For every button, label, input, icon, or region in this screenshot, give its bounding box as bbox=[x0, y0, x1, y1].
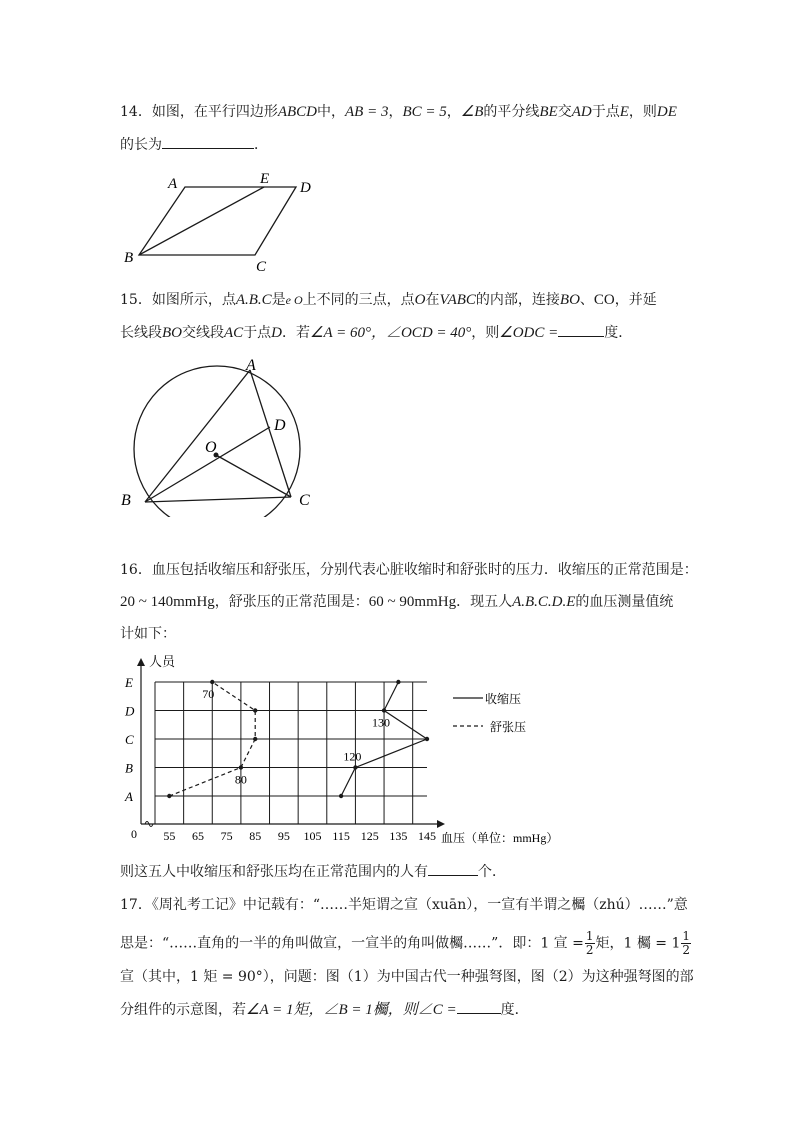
q16-line-1: 16．血压包括收缩压和舒张压，分别代表心脏收缩时和舒张时的压力．收缩压的正常范围是： bbox=[120, 562, 698, 578]
x-tick-label: 115 bbox=[332, 829, 350, 843]
label-D: D bbox=[300, 180, 311, 196]
x-tick-label: 105 bbox=[303, 829, 322, 843]
data-point bbox=[253, 737, 257, 741]
q17-line-2: 思是：“……直角的一半的角叫做宣，一宣半的角叫做欘……”．即：1 宣 = $\frac{1}{2}$ 矩，1 欘 = 1 $\frac{1}{2}$ bbox=[120, 929, 691, 957]
origin-label: 0 bbox=[131, 827, 137, 841]
x-tick-label: 95 bbox=[277, 829, 290, 843]
y-tick-label: D bbox=[125, 703, 135, 719]
answer-blank-14[interactable] bbox=[162, 134, 254, 149]
parallelogram-figure bbox=[110, 165, 330, 280]
y-tick-label: B bbox=[125, 760, 133, 776]
label-D: D bbox=[274, 417, 286, 434]
label-C: C bbox=[299, 492, 310, 509]
x-axis-arrow bbox=[437, 820, 445, 828]
answer-blank-17[interactable] bbox=[457, 999, 501, 1014]
y-axis-label: 人员 bbox=[149, 654, 176, 669]
q17-line-1: 17．《周礼考工记》中记载有：“……半矩谓之宣（xuān），一宣有半谓之欘（zhú）……”意 bbox=[120, 897, 688, 913]
q17-line-3: 宣（其中，1 矩 = 90°），问题：图（1）为中国古代一种强弩图，图（2）为这种强弩图的部 bbox=[120, 969, 694, 985]
legend-label: 收缩压 bbox=[485, 692, 522, 706]
y-tick-label: A bbox=[125, 789, 133, 804]
x-tick-label: 55 bbox=[163, 829, 176, 843]
x-tick-label: 75 bbox=[220, 829, 233, 843]
y-axis-arrow bbox=[137, 658, 145, 666]
x-tick-label: 85 bbox=[249, 829, 262, 843]
q16-question: 则这五人中收缩压和舒张压均在正常范围内的人有 个． bbox=[120, 861, 506, 882]
label-B: B bbox=[124, 250, 134, 266]
data-point bbox=[396, 680, 400, 684]
data-point bbox=[239, 765, 243, 769]
fraction-half-2: $\frac{1}{2}$ bbox=[682, 929, 691, 957]
data-label: 130 bbox=[372, 715, 391, 730]
y-tick-label: E bbox=[125, 675, 133, 690]
blood-pressure-chart bbox=[115, 652, 585, 852]
circle-figure bbox=[110, 352, 325, 517]
data-point bbox=[382, 708, 386, 712]
x-tick-label: 125 bbox=[360, 829, 379, 843]
answer-blank-16[interactable] bbox=[428, 861, 478, 876]
data-label: 120 bbox=[343, 749, 362, 764]
label-C: C bbox=[256, 259, 267, 275]
q16-line-3: 计如下： bbox=[120, 626, 176, 642]
label-A: A bbox=[168, 176, 178, 192]
answer-blank-15[interactable] bbox=[558, 322, 604, 337]
data-point bbox=[353, 765, 357, 769]
data-label: 80 bbox=[234, 772, 247, 787]
x-axis-label: 血压（单位：mmHg） bbox=[441, 831, 559, 845]
x-tick-label: 145 bbox=[418, 829, 436, 843]
y-tick-label: C bbox=[125, 732, 134, 747]
q14-line-1: 14．如图，在平行四边形ABCD中，AB = 3，BC = 5，∠B的平分线BE交AD于点E，则DE bbox=[120, 104, 677, 120]
label-O: O bbox=[205, 439, 217, 456]
q16-line-2: 20 ~ 140mmHg，舒张压的正常范围是：60 ~ 90mmHg．现五人A.B.C.D.E的血压测量值统 bbox=[120, 594, 674, 610]
x-tick-label: 135 bbox=[389, 829, 408, 843]
legend-label: 舒张压 bbox=[490, 720, 527, 734]
data-point bbox=[425, 737, 429, 741]
x-tick-label: 65 bbox=[191, 829, 204, 843]
label-A: A bbox=[246, 357, 256, 374]
q17-line-4: 分组件的示意图，若∠A = 1矩，∠B = 1欘，则∠C = 度． bbox=[120, 999, 529, 1020]
q15-line-2: 长线段BO交线段AC于点D．若∠A = 60°，∠OCD = 40°，则∠ODC = 度． bbox=[120, 322, 632, 343]
label-B: B bbox=[121, 492, 131, 509]
data-point bbox=[210, 680, 214, 684]
data-point bbox=[253, 708, 257, 712]
data-point bbox=[339, 794, 343, 798]
q15-line-1: 15．如图所示，点A.B.C是e O上不同的三点，点O在VABC的内部，连接BO、CO，并延 bbox=[120, 292, 657, 308]
data-point bbox=[167, 794, 171, 798]
label-E: E bbox=[260, 171, 270, 187]
data-label: 70 bbox=[202, 687, 215, 701]
fraction-half: $\frac{1}{2}$ bbox=[585, 929, 594, 957]
q14-line-2: 的长为 ． bbox=[120, 134, 268, 155]
